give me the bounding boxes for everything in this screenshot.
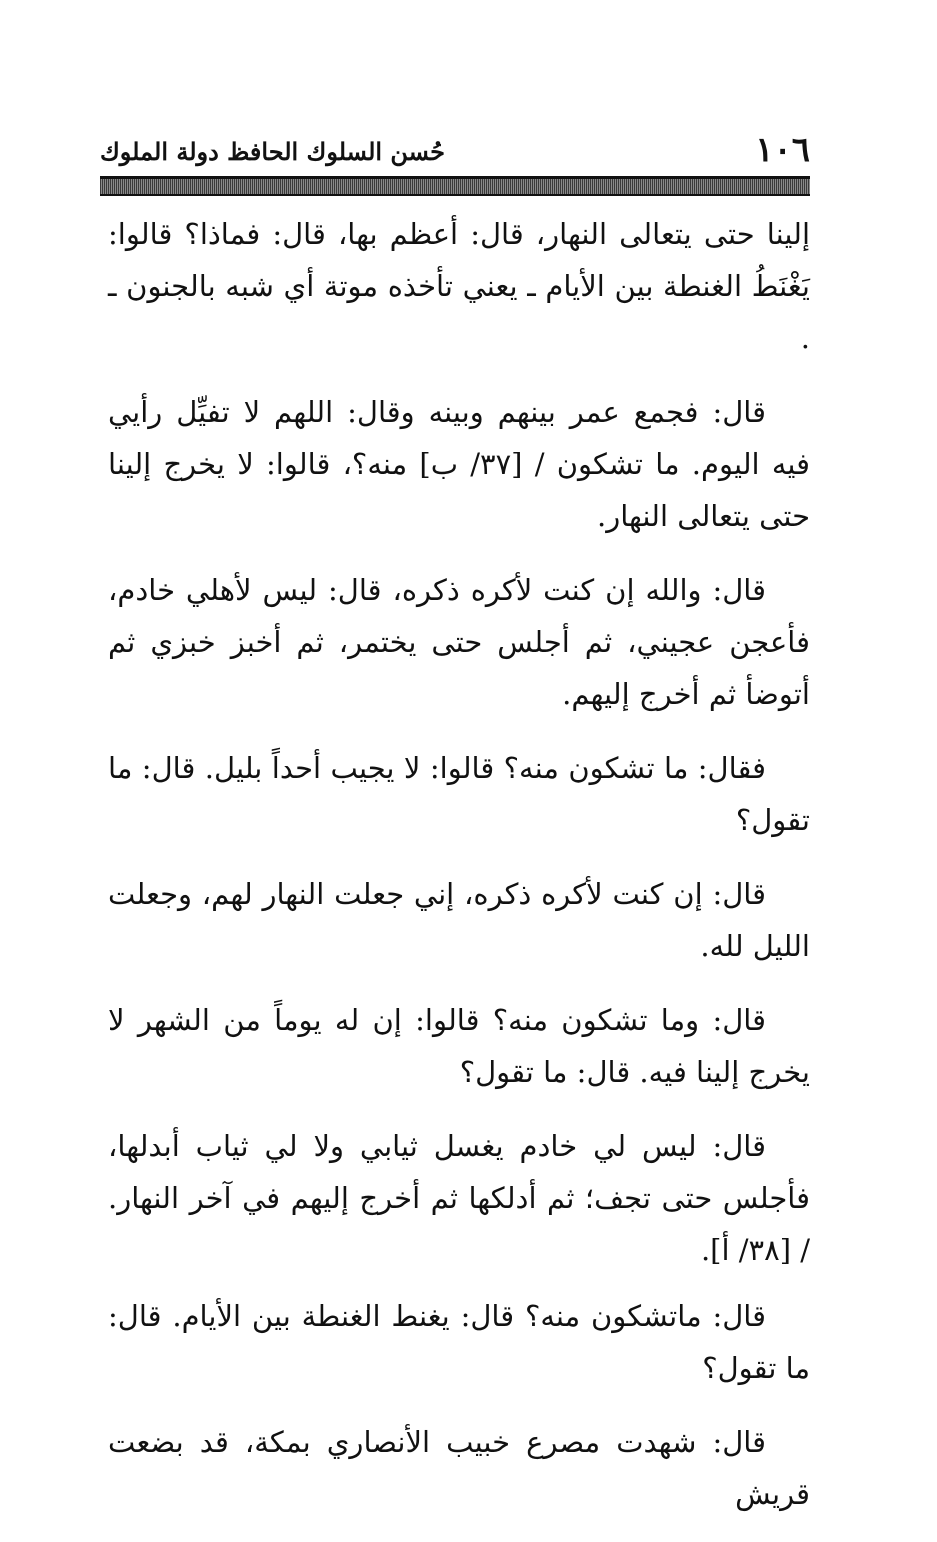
- paragraph: قال: إن كنت لأكره ذكره، إني جعلت النهار لهم، وجعلت الليل لله.: [108, 877, 810, 963]
- page-number: ١٠٦: [755, 130, 810, 170]
- page-header: [100, 128, 810, 172]
- paragraph: قال: والله إن كنت لأكره ذكره، قال: ليس لأهلي خادم، فأعجن عجيني، ثم أجلس حتى يختمر، ثم أخبز خبزي ثم أتوضأ ثم أخرج إليهم.: [108, 573, 810, 711]
- paragraph: قال: ليس لي خادم يغسل ثيابي ولا لي ثياب أبدلها، فأجلس حتى تجف؛ ثم أدلكها ثم أخرج إليهم في آخر النهار. / [٣٨/ أ].: [108, 1129, 810, 1267]
- paragraph: قال: شهدت مصرع خبيب الأنصاري بمكة، قد بضعت قريش: [108, 1425, 810, 1511]
- paragraph: فقال: ما تشكون منه؟ قالوا: لا يجيب أحداً بليل. قال: ما تقول؟: [108, 751, 810, 837]
- body-text: [108, 208, 810, 1542]
- paragraph: قال: وما تشكون منه؟ قالوا: إن له يوماً من الشهر لا يخرج إلينا فيه. قال: ما تقول؟: [108, 1003, 810, 1089]
- paragraph: إلينا حتى يتعالى النهار، قال: أعظم بها، قال: فماذا؟ قالوا: يَغْنَطُ الغنطة بين الأيام ـ يعني تأخذه موتة أي شبه بالجنون ـ .: [108, 217, 810, 355]
- header-rule: [100, 176, 810, 196]
- paragraph: قال: ماتشكون منه؟ قال: يغنط الغنطة بين الأيام. قال: ما تقول؟: [108, 1299, 810, 1385]
- running-title: حُسن السلوك الحافظ دولة الملوك: [100, 137, 445, 166]
- paragraph: قال: فجمع عمر بينهم وبينه وقال: اللهم لا تفيِّل رأيي فيه اليوم. ما تشكون / [٣٧/ ب] منه؟، قالوا: لا يخرج إلينا حتى يتعالى النهار.: [108, 395, 810, 533]
